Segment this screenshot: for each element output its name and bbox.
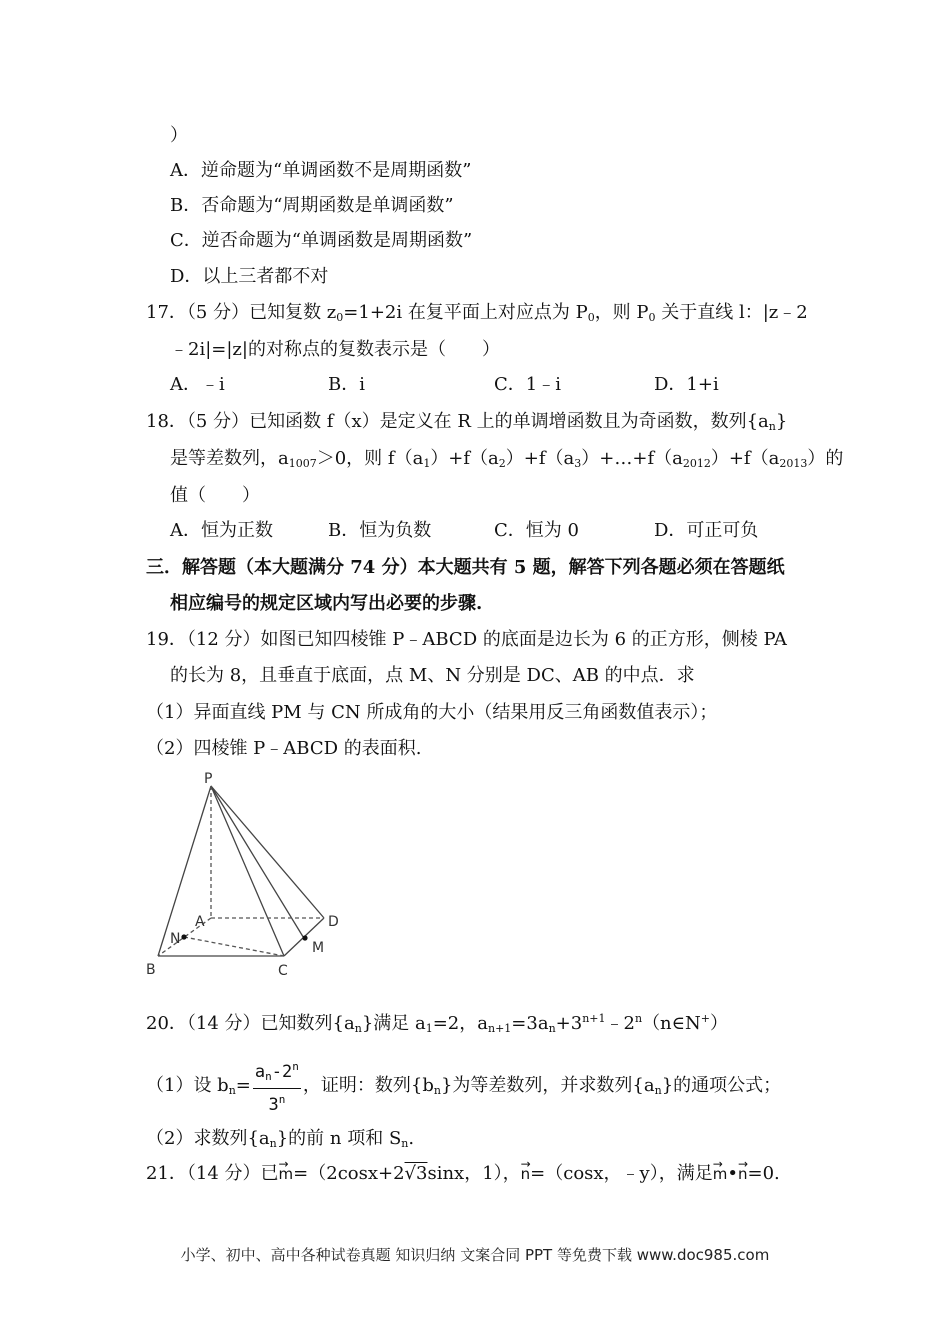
label-M: M <box>312 940 325 956</box>
q17-option-b: B．i <box>328 374 365 395</box>
q19-part2: （2）四棱锥 P﹣ABCD 的表面积. <box>146 738 422 759</box>
label-D: D <box>328 914 339 930</box>
vector-m: → m <box>279 1162 294 1186</box>
q19-part1: （1）异面直线 PM 与 CN 所成角的大小（结果用反三角函数值表示）； <box>146 702 718 723</box>
section3-heading-line2: 相应编号的规定区域内写出必要的步骤. <box>170 593 483 614</box>
vector-n-2: → n <box>738 1162 748 1186</box>
q18-option-d: D．可正可负 <box>654 520 759 541</box>
label-B: B <box>146 962 156 978</box>
q20-part1: （1）设 $b_n=$ $\frac{a_n-2^n}{3^n}$ ，证明：数列$\{b_n\}$为等差数列，并求数列$\{a_n\}$的通项公式； <box>146 1056 781 1108</box>
section3-heading-line1: 三．解答题（本大题满分 74 分）本大题共有 5 题，解答下列各题必须在答题纸 <box>146 557 785 578</box>
q21-line: 21．（14 分）已→ m=（2cosx+2√3sinx，1），→ n=（cosx，﹣y），满足→ m•→ n=0. <box>146 1162 780 1186</box>
label-N: N <box>170 931 181 947</box>
label-P: P <box>204 771 213 787</box>
q17-line1: 17．（5 分）已知复数 $z_0=1+2i$ 在复平面上对应点为 $P_0$，则 $P_0$ 关于直线 l：|z﹣2 <box>146 302 808 324</box>
edge-PB <box>158 786 211 956</box>
q20-line1: 20．（14 分）已知数列$\{a_n\}$满足 $a_1=2$，$a_{n+1}=3a_n+3^{n+1}﹣2^n(n\in N^+)$ <box>146 1012 728 1035</box>
point-N <box>181 934 186 939</box>
q18-option-b: B．恒为负数 <box>328 520 432 541</box>
q20-part2: （2）求数列$\{a_n\}$的前 n 项和 $S_n$. <box>146 1128 415 1150</box>
q16-option-d: D．以上三者都不对 <box>170 266 329 287</box>
q17-option-a: A．﹣i <box>170 374 225 395</box>
page-footer: 小学、初中、高中各种试卷真题 知识归纳 文案合同 PPT 等免费下载 www.doc985.com <box>180 1246 770 1264</box>
edge-PM <box>211 786 305 940</box>
q16-option-a: A．逆命题为“单调函数不是周期函数” <box>170 160 472 181</box>
q18-option-a: A．恒为正数 <box>170 520 273 541</box>
q18-line1: 18．（5 分）已知函数 f（x）是定义在 R 上的单调增函数且为奇函数，数列$\{a_n\}$ <box>146 411 788 433</box>
q18-option-c: C．恒为 0 <box>494 520 579 541</box>
q18-line3: 值（ ） <box>170 485 260 506</box>
q16-tail: ） <box>170 125 188 146</box>
label-C: C <box>278 963 288 979</box>
edge-PD <box>211 786 324 918</box>
vector-n: → n <box>521 1162 531 1186</box>
q17-option-c: C．1﹣i <box>494 374 561 395</box>
point-M <box>302 935 307 940</box>
q16-option-c: C．逆否命题为“单调函数是周期函数” <box>170 230 473 251</box>
edge-PC <box>211 786 284 956</box>
q19-line1: 19．（12 分）如图已知四棱锥 P﹣ABCD 的底面是边长为 6 的正方形，侧棱 PA <box>146 629 787 650</box>
fraction-bn: $\frac{a_n-2^n}{3^n}$ <box>253 1056 301 1116</box>
q18-line2: 是等差数列，$a_{1007}>0$，则 $f(a_1)+f(a_2)+f(a_3)+\dots+f(a_{2012})+f(a_{2013})$的 <box>170 448 844 470</box>
q17-line2: ﹣2i|=|z|的对称点的复数表示是（ ） <box>170 339 500 360</box>
pyramid-figure <box>138 770 358 982</box>
edge-NC <box>184 937 284 956</box>
vector-m-2: → m <box>713 1162 728 1186</box>
label-A: A <box>195 914 205 930</box>
q19-line2: 的长为 8，且垂直于底面，点 M、N 分别是 DC、AB 的中点．求 <box>170 665 695 686</box>
q16-option-b: B．否命题为“周期函数是单调函数” <box>170 195 454 216</box>
q17-option-d: D．1+i <box>654 374 719 395</box>
